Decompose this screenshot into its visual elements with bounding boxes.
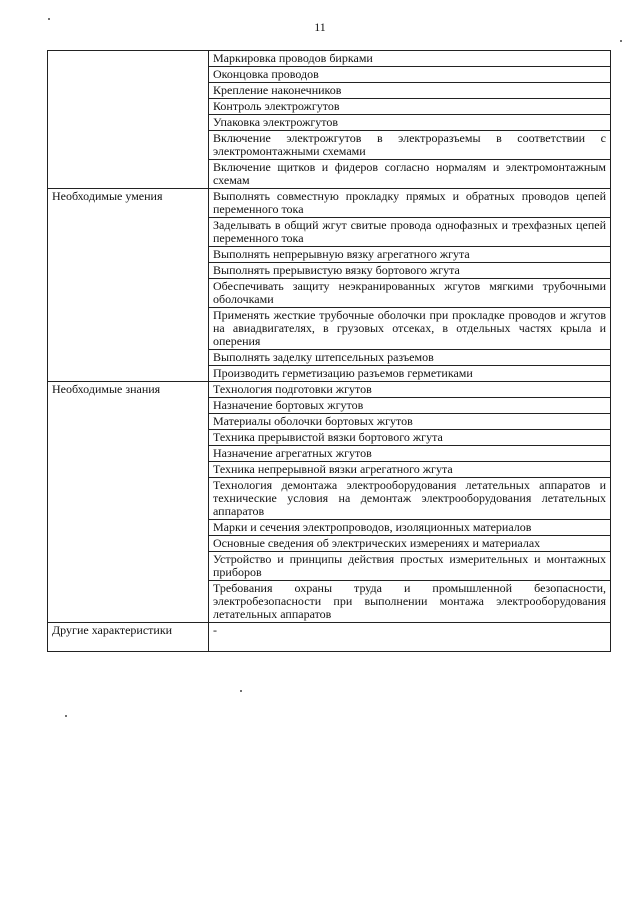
requirement-item-cell: Включение электрожгутов в электроразъемы в соответствии с электромонтажными схемами [209,131,611,160]
requirement-item-cell: Выполнять совместную прокладку прямых и обратных проводов цепей переменного тока [209,189,611,218]
requirement-item-cell: Крепление наконечников [209,83,611,99]
requirement-item-cell: Назначение бортовых жгутов [209,398,611,414]
requirements-table [47,50,611,652]
scan-speck [65,715,67,717]
requirement-item-cell: - [209,623,611,652]
scan-speck [240,690,242,692]
requirement-item-cell: Устройство и принципы действия простых измерительных и монтажных приборов [209,552,611,581]
requirement-item-cell: Требования охраны труда и промышленной безопасности, электробезопасности при выполнении монтажа электрооборудования летательных аппаратов [209,581,611,623]
table-row [48,189,611,218]
requirement-item-cell: Заделывать в общий жгут свитые провода однофазных и трехфазных цепей переменного тока [209,218,611,247]
requirement-item-cell: Включение щитков и фидеров согласно нормалям и электромонтажным схемам [209,160,611,189]
requirement-item-cell: Упаковка электрожгутов [209,115,611,131]
page-number: 11 [314,20,326,34]
requirement-item-cell: Техника прерывистой вязки бортового жгута [209,430,611,446]
table-row [48,623,611,652]
requirement-item-cell: Маркировка проводов бирками [209,51,611,67]
scan-speck [620,40,622,42]
requirement-item-cell: Назначение агрегатных жгутов [209,446,611,462]
table-row [48,382,611,398]
requirement-item-cell: Применять жесткие трубочные оболочки при прокладке проводов и жгутов на авиадвигателях, в грузовых отсеках, в отдельных частях крыла и оперения [209,308,611,350]
requirement-item-cell: Выполнять прерывистую вязку бортового жгута [209,263,611,279]
requirement-item-cell: Технология подготовки жгутов [209,382,611,398]
requirement-item-cell: Обеспечивать защиту неэкранированных жгутов мягкими трубочными оболочками [209,279,611,308]
requirement-item-cell: Выполнять непрерывную вязку агрегатного жгута [209,247,611,263]
requirement-item-cell: Марки и сечения электропроводов, изоляционных материалов [209,520,611,536]
requirement-item-cell: Контроль электрожгутов [209,99,611,115]
requirement-item-cell: Основные сведения об электрических измерениях и материалах [209,536,611,552]
requirement-item-cell: Материалы оболочки бортовых жгутов [209,414,611,430]
section-header-cell: Необходимые знания [48,382,209,623]
requirement-item-cell: Оконцовка проводов [209,67,611,83]
requirement-item-cell: Технология демонтажа электрооборудования летательных аппаратов и технические условия на демонтаж электрооборудования летательных аппаратов [209,478,611,520]
requirement-item-cell: Техника непрерывной вязки агрегатного жгута [209,462,611,478]
section-header-cell [48,51,209,189]
table-row [48,51,611,67]
requirement-item-cell: Выполнять заделку штепсельных разъемов [209,350,611,366]
section-header-cell: Другие характеристики [48,623,209,652]
requirement-item-cell: Производить герметизацию разъемов герметиками [209,366,611,382]
scan-speck [48,18,50,20]
section-header-cell: Необходимые умения [48,189,209,382]
